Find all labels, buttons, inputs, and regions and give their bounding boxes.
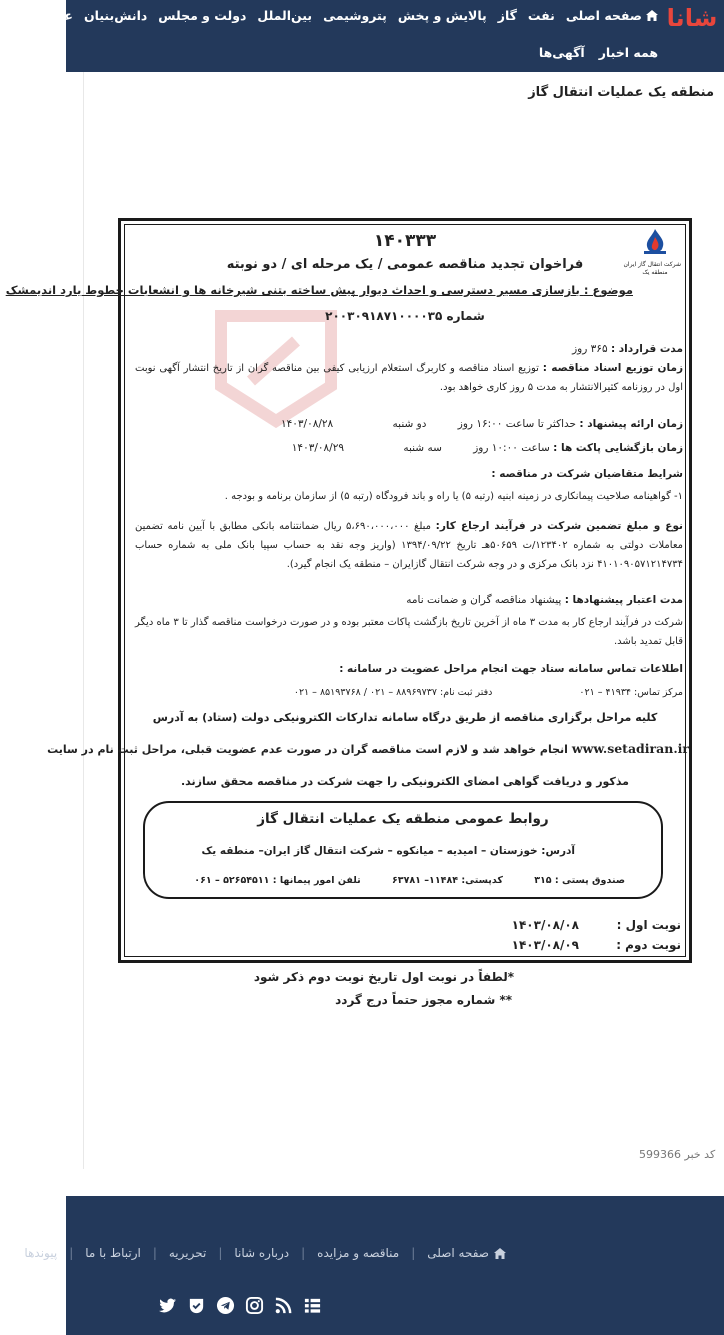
guarantee: نوع و مبلغ تضمین شرکت در فرآیند ارجاع کار: مبلغ ۵،۶۹۰،۰۰۰،۰۰۰ ریال ضمانتنامه بانکی مطابق با آیین نامه تضمین معاملات دولتی به شماره ۱۲۳۴۰۲/ت ۵۰۶۵۹هـ تاریخ ۱۳۹۴/۰۹/۲۲ (واریز وجه نقد به حساب سپیا بانک ملی به شماره حساب ۴۱۰۱۰۹۰۵۷۱۲۱۴۷۳۴ نزد بانک مرکزی و در وجه شرکت انتقال گازایران – منطقه یک انجام گیرد). — [135, 520, 683, 570]
setad-line-1: کلیه مراحل برگزاری مناقصه از طریق درگاه سامانه تدارکات الکترونیکی دولت (ستاد) به آدرس — [152, 711, 658, 724]
tender-number: ۱۴۰۳۳۳ — [373, 231, 437, 251]
footer-link-editorial[interactable]: تحریریه — [168, 1246, 207, 1260]
condition-1: ۱- گواهینامه صلاحیت پیمانکاری در زمینه ابنیه (رتبه ۵) یا راه و باند فرودگاه (رتبه ۵) از سازمان برنامه و بودجه . — [224, 491, 683, 502]
nav-home[interactable]: صفحه اصلی — [566, 8, 658, 23]
nav-petrochemical[interactable]: پتروشیمی — [323, 8, 387, 23]
nigc-logo: شرکت انتقال گاز ایران منطقه یک — [629, 227, 681, 287]
nav-ads[interactable]: آگهی‌ها — [538, 45, 585, 60]
first-publication-label: نوبت اول : — [616, 918, 681, 932]
pr-contacts — [166, 875, 625, 886]
pr-address: آدرس: خوزستان – امیدیه – میانکوه – شرکت انتقال گاز ایران– منطقه یک — [201, 845, 575, 857]
registration-number: شماره ۲۰۰۳۰۹۱۸۷۱۰۰۰۰۳۵ — [325, 309, 485, 323]
footer-link-tenders[interactable]: مناقصه و مزایده — [317, 1246, 400, 1260]
public-relations-box — [143, 801, 663, 899]
tender-heading: فراخوان تجدید مناقصه عمومی / یک مرحله ای / دو نوبته — [226, 257, 584, 272]
footer-link-contact[interactable]: ارتباط با ما — [85, 1246, 141, 1260]
rss-icon[interactable] — [274, 1296, 293, 1315]
instagram-icon[interactable] — [245, 1296, 264, 1315]
distribution-time: زمان توزیع اسناد مناقصه : توزیع اسناد مناقصه و کاربرگ استعلام ارزیابی کیفی بین مناقصه گران از تاریخ انتشار آگهی نوبت اول در روزنامه کثیرالانتشار به مدت ۵ روز کاری خواهد بود. — [135, 362, 683, 393]
footnote-1: *لطفاً در نوبت اول تاریخ نوبت دوم ذکر شود — [253, 970, 514, 984]
news-code: کد خبر 599366 — [639, 1148, 716, 1161]
nav-refining[interactable]: پالایش و پخش — [397, 8, 487, 23]
site-footer — [24, 1196, 724, 1335]
nav-photo[interactable]: عکس — [39, 8, 73, 23]
tender-notice-image — [5, 218, 692, 963]
setad-url: www.setadiran.ir — [571, 741, 689, 756]
home-icon — [646, 10, 658, 21]
page-title: منطقه یک عملیات انتقال گاز — [528, 85, 714, 100]
setad-contacts: مرکز تماس: ۴۱۹۳۴ – ۰۲۱ دفتر ثبت نام: ۸۸۹۶۹۷۳۷ – ۰۲۱ / ۸۵۱۹۳۷۶۸ – ۰۲۱ — [293, 687, 683, 698]
nav-video[interactable]: فیلم — [0, 8, 29, 23]
nav-knowledge[interactable]: دانش‌بنیان — [83, 8, 148, 23]
site-logo[interactable]: شانا — [666, 4, 718, 32]
setad-heading: اطلاعات تماس سامانه ستاد جهت انجام مراحل عضویت در سامانه : — [339, 663, 683, 675]
rss-list-icon[interactable] — [303, 1296, 322, 1315]
nav-oil[interactable]: نفت — [527, 8, 555, 23]
opening-time: زمان بازگشایی پاکت ها : ساعت ۱۰:۰۰ روز سه شنبه ۱۴۰۳/۰۸/۲۹ — [291, 442, 683, 454]
second-publication-date: ۱۴۰۳/۰۸/۰۹ — [511, 938, 579, 952]
top-navbar — [0, 0, 724, 72]
nav-international[interactable]: بین‌الملل — [257, 8, 313, 23]
submission-time: زمان ارائه پیشنهاد : حداکثر تا ساعت ۱۶:۰۰ روز دو شنبه ۱۴۰۳/۰۸/۲۸ — [281, 418, 683, 430]
footer-links: صفحه اصلی | مناقصه و مزایده | درباره شانا | تحریریه | ارتباط با ما | پیوندها — [24, 1246, 506, 1260]
validity-text: شرکت در فرآیند ارجاع کار به مدت ۳ ماه از آخرین تاریخ بازگشت پاکات معتبر بوده و در صورت درخواست مناقصه گذار تا ۳ ماه دیگر قابل تمدید باشد. — [135, 617, 683, 647]
pr-pobox: صندوق پستی : ۳۱۵ — [534, 875, 625, 886]
nav-all-news[interactable]: همه اخبار — [598, 45, 658, 60]
pr-postcode: کدپستی: ۱۱۴۸۴– ۶۳۷۸۱ — [391, 875, 503, 886]
nav-government[interactable]: دولت و مجلس — [158, 8, 247, 23]
validity-heading: مدت اعتبار پیشنهادها : پیشنهاد مناقصه گران و ضمانت نامه — [406, 594, 683, 606]
setad-line-2: www.setadiran.ir انجام خواهد شد و لازم است مناقصه گران در صورت عدم عضویت قبلی، مراحل ثبت نام در سایت — [47, 741, 689, 756]
bale-icon[interactable] — [187, 1296, 206, 1315]
footnote-2: ** شماره مجوز حتماً درج گردد — [335, 993, 512, 1007]
secondary-menu — [539, 45, 658, 60]
footer-link-about[interactable]: درباره شانا — [234, 1246, 290, 1260]
tender-subject: موضوع : بازسازی مسیر دسترسی و احداث دیوار پیش ساخته بتنی شیرخانه ها و انشعابات خطوط یارد اندیمشک — [5, 283, 633, 297]
nav-gas[interactable]: گاز — [497, 8, 517, 23]
footer-link-home[interactable]: صفحه اصلی — [427, 1246, 506, 1260]
twitter-icon[interactable] — [158, 1296, 177, 1315]
first-publication-date: ۱۴۰۳/۰۸/۰۸ — [511, 918, 579, 932]
footer-link-links[interactable]: پیوندها — [24, 1246, 58, 1260]
setad-line-3: مذکور و دریافت گواهی امضای الکترونیکی را جهت شرکت در مناقصه محقق سازند. — [180, 775, 629, 788]
conditions-heading: شرایط متقاضیان شرکت در مناقصه : — [491, 468, 683, 480]
pr-title: روابط عمومی منطقه یک عملیات انتقال گاز — [257, 811, 549, 827]
social-icons — [158, 1296, 322, 1315]
telegram-icon[interactable] — [216, 1296, 235, 1315]
pr-phone: تلفن امور پیمانها : ۵۲۶۵۴۵۱۱ – ۰۶۱ — [194, 875, 361, 886]
contract-duration: مدت قرارداد : ۳۶۵ روز — [572, 343, 683, 355]
second-publication-label: نوبت دوم : — [616, 938, 681, 952]
main-menu — [0, 8, 658, 23]
home-icon — [494, 1248, 506, 1259]
